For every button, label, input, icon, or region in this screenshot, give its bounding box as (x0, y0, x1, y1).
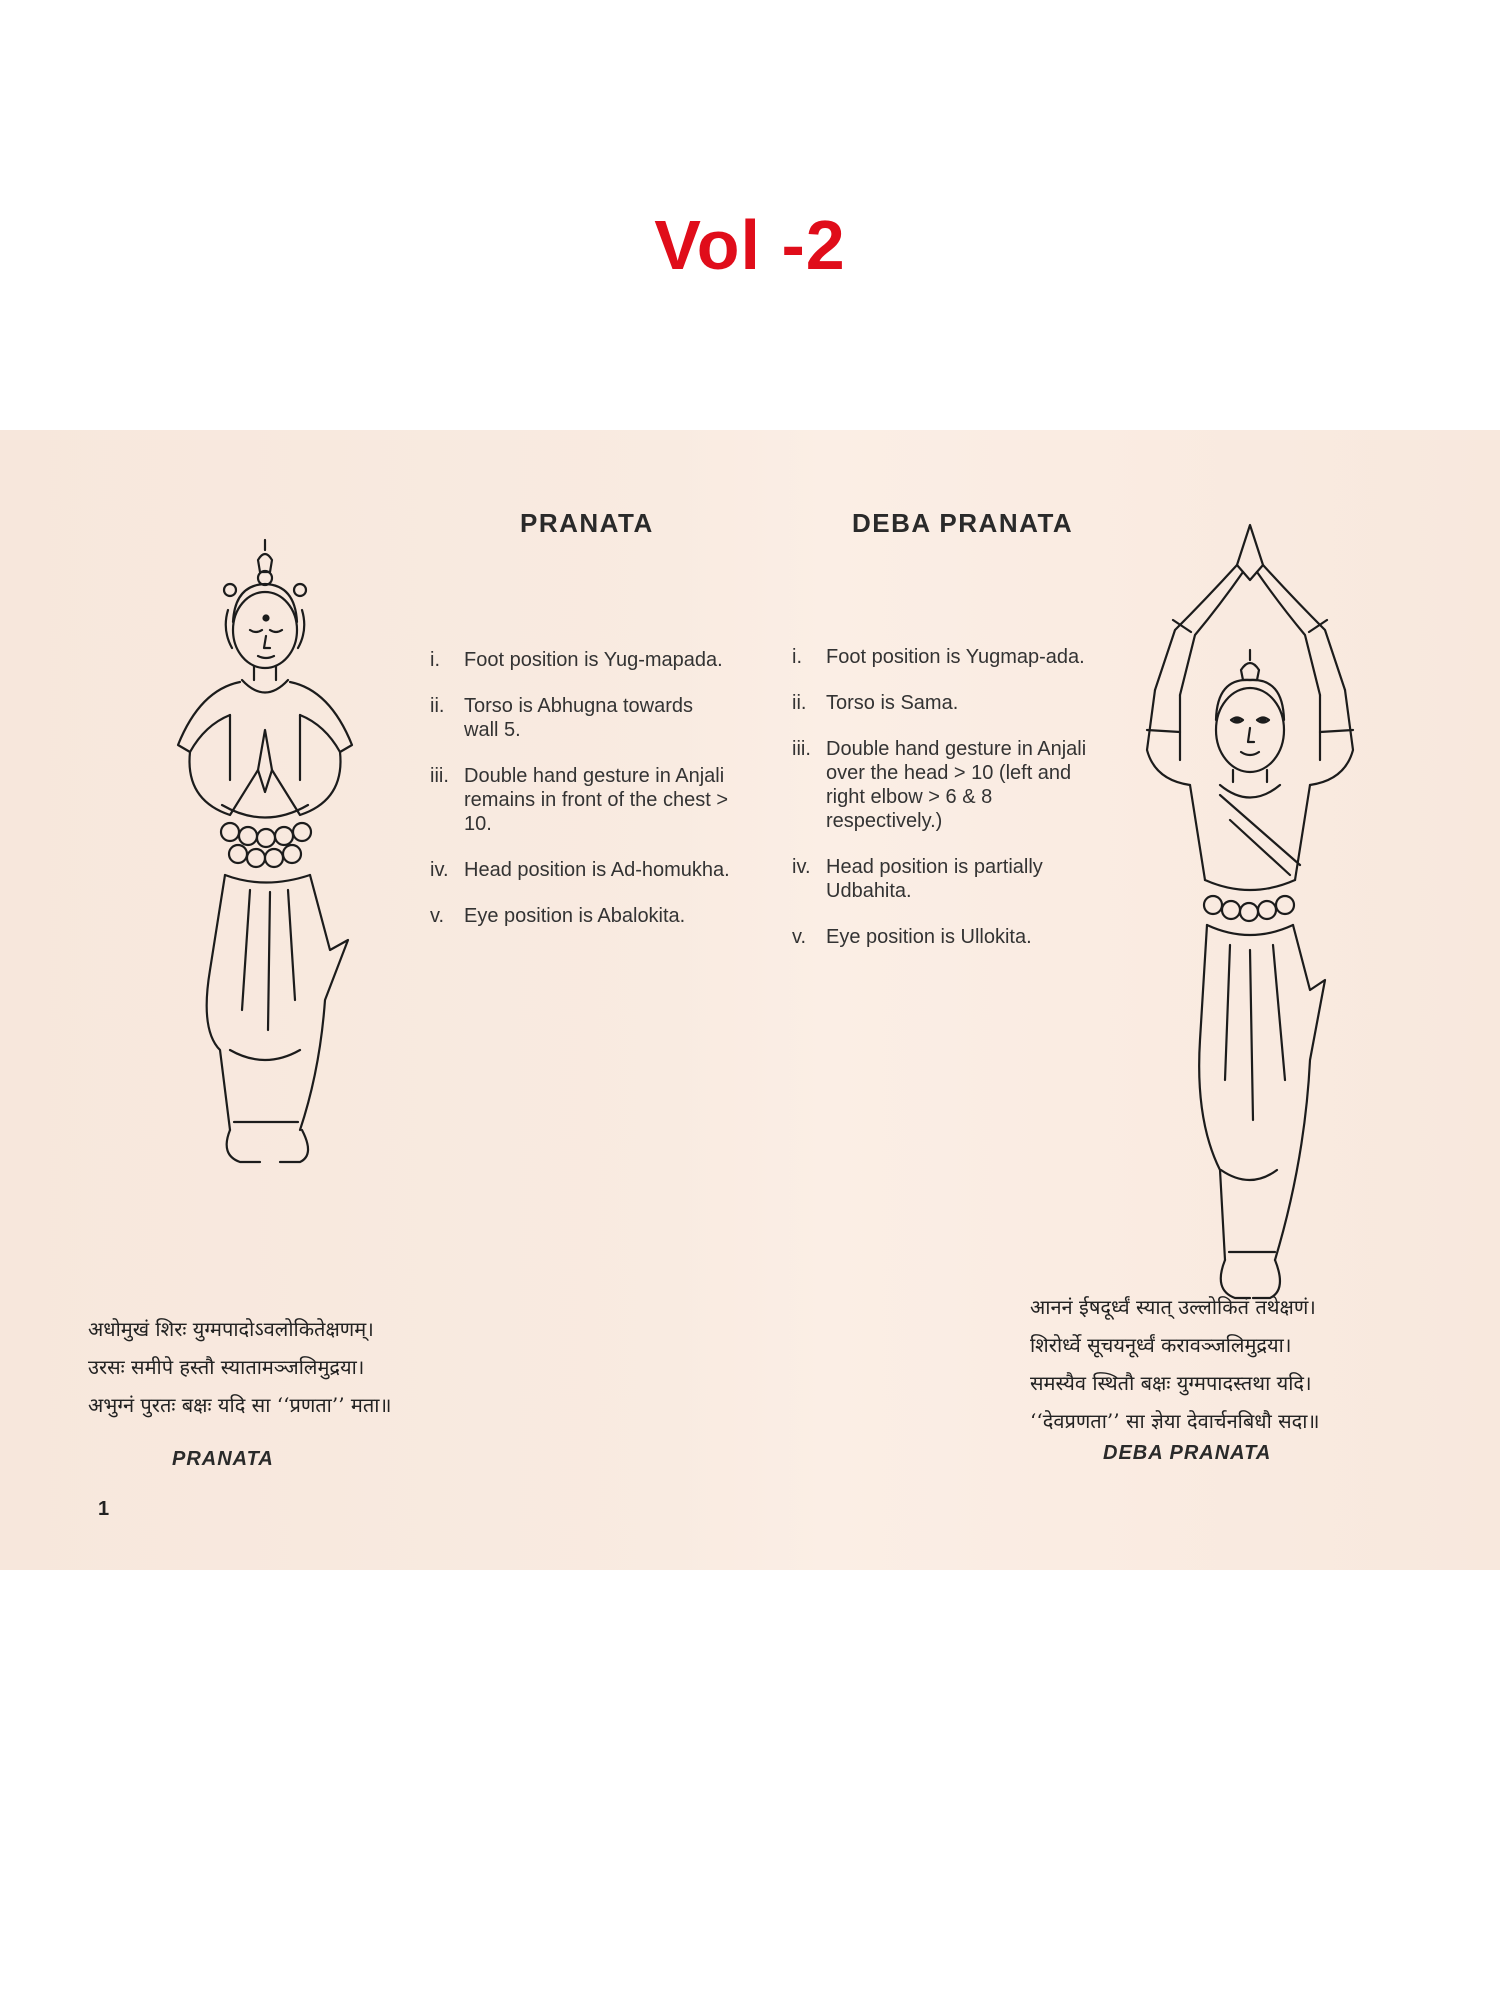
dancer-pranata-illustration (130, 530, 390, 1170)
list-item: iii. Double hand gesture in Anjali remains in front of the chest > 10. (430, 765, 729, 835)
volume-title: Vol -2 (654, 206, 846, 284)
left-sanskrit-verse (88, 1310, 508, 1424)
right-caption: DEBA PRANATA (1103, 1442, 1272, 1464)
verse-line: अधोमुखं शिरः युग्मपादोऽवलोकितेक्षणम्। (88, 1317, 374, 1341)
left-heading: PRANATA (520, 508, 654, 538)
left-points-list (430, 648, 730, 950)
verse-line: समस्यैव स्थितौ बक्षः युग्मपादस्तथा यदि। (1030, 1371, 1312, 1395)
list-item: ii. Torso is Sama. (792, 692, 959, 714)
verse-line: अभुग्नं पुरतः बक्षः यदि सा ‘‘प्रणता’’ मता॥ (88, 1393, 392, 1417)
list-item: iii. Double hand gesture in Anjali over the head > 10 (left and right elbow > 6 & 8 respectively.) (792, 738, 1087, 832)
list-item: i. Foot position is Yugmap-ada. (792, 646, 1085, 668)
list-item: iv. Head position is partially Udbahita. (792, 856, 1043, 902)
scanned-book-spread (0, 430, 1500, 1570)
right-sanskrit-verse (1030, 1288, 1470, 1440)
verse-line: ‘‘देवप्रणता’’ सा ज्ञेया देवार्चनबिधौ सदा॥ (1030, 1409, 1320, 1433)
verse-line: आननं ईषदूर्ध्वं स्यात् उल्लोकितं तथेक्षणं। (1030, 1295, 1316, 1319)
list-item: v. Eye position is Abalokita. (430, 905, 686, 927)
page-number: 1 (98, 1498, 110, 1520)
dancer-deba-pranata-illustration (1125, 520, 1375, 1310)
list-item: iv. Head position is Ad-homukha. (430, 859, 730, 881)
verse-line: शिरोर्ध्वे सूचयनूर्ध्वं करावञ्जलिमुद्रया। (1030, 1333, 1292, 1357)
list-item: i. Foot position is Yug-mapada. (430, 649, 723, 671)
left-caption: PRANATA (172, 1448, 274, 1470)
right-heading: DEBA PRANATA (852, 508, 1074, 538)
list-item: ii. Torso is Abhugna towards wall 5. (430, 695, 694, 741)
right-points-list (792, 645, 1092, 971)
list-item: v. Eye position is Ullokita. (792, 926, 1032, 948)
verse-line: उरसः समीपे हस्तौ स्यातामञ्जलिमुद्रया। (88, 1355, 365, 1379)
